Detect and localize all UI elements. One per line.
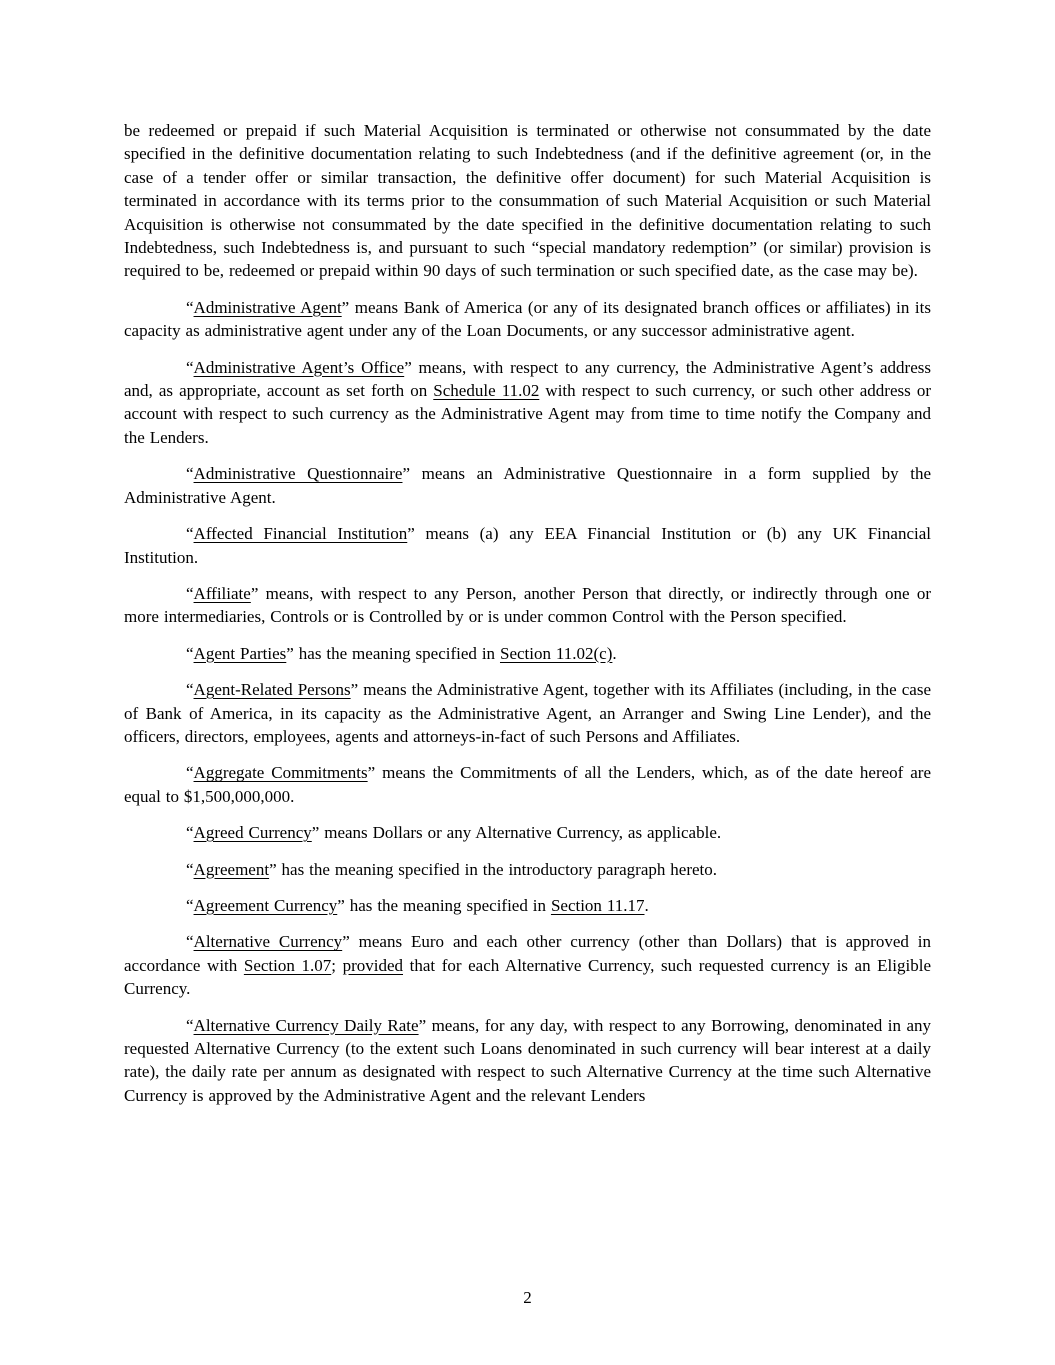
text-run: “ [186, 297, 194, 317]
text-run: “ [186, 464, 194, 484]
defined-term: Agreement Currency [193, 895, 338, 915]
paragraph [124, 1014, 931, 1108]
text-run: be redeemed or prepaid if such Material Acquisition is terminated or otherwise not consummated by the date specified in the definitive documentation relating to such Indebtedness (and if the definitive agreement (or, in the case of a tender offer or similar transaction, the definitive offer document) for such Material Acquisition is terminated in accordance with its terms prior to the consummation of such Material Acquisition or such Material Acquisition is otherwise not consummated by the date specified in the definitive documentation relating to such Indebtedness, such Indebtedness is, and pursuant to such “special mandatory redemption” (or similar) provision is required to be, redeemed or prepaid within 90 days of such termination or such specified date, as the case may be). [124, 121, 931, 281]
defined-term: Aggregate Commitments [193, 763, 368, 783]
defined-term: Administrative Agent [193, 297, 342, 317]
text-run: with respect to such currency, or such other address or account with respect to such currency as the Administrative Agent may from time to time notify the Company and the Lenders. [124, 381, 931, 447]
paragraph [124, 678, 931, 748]
paragraph [124, 582, 931, 629]
page-number: 2 [523, 1288, 532, 1307]
text-run: “ [186, 1015, 194, 1035]
paragraph [124, 930, 931, 1000]
text-run: . [644, 895, 649, 915]
text-run: “ [186, 932, 194, 952]
paragraph [124, 119, 931, 283]
text-run: ” means, with respect to any Person, another Person that directly, or indirectly through one or more intermediaries, Controls or is Controlled by or is under common Control with the Person specified. [124, 583, 931, 627]
defined-term: Alternative Currency Daily Rate [193, 1015, 419, 1035]
text-run: ” has the meaning specified in [337, 895, 551, 915]
text-run: ” means Euro and each other currency (other than Dollars) that is approved in accordance with [124, 932, 931, 975]
paragraph [124, 462, 931, 509]
text-run: “ [186, 763, 194, 783]
defined-term: Administrative Agent’s Office [193, 357, 405, 377]
defined-term: Administrative Questionnaire [193, 464, 403, 484]
text-run: ; [331, 955, 343, 975]
paragraph [124, 642, 931, 665]
text-run: ” means Dollars or any Alternative Currency, as applicable. [311, 823, 722, 843]
page-footer [0, 1286, 1055, 1309]
text-run: ” means, for any day, with respect to any Borrowing, denominated in any requested Alternative Currency (to the extent such Loans denominated in such currency will bear interest at a daily rate), the daily rate per annum as designated with respect to such Alternative Currency at the time such Alternative Currency is approved by the Administrative Agent and the relevant Lenders [124, 1015, 931, 1105]
text-run: ” has the meaning specified in [286, 643, 500, 663]
defined-term: Agent Parties [193, 643, 287, 663]
paragraph [124, 296, 931, 343]
paragraph [124, 894, 931, 917]
defined-term: Section 11.02(c) [499, 643, 613, 663]
text-run: “ [186, 357, 194, 377]
defined-term: Alternative Currency [193, 932, 343, 952]
text-run: ” has the meaning specified in the introductory paragraph hereto. [269, 859, 718, 879]
text-run: ” means Bank of America (or any of its designated branch offices or affiliates) in its capacity as administrative agent under any of the Loan Documents, or any successor administrative agent. [124, 297, 931, 341]
paragraph [124, 858, 931, 881]
defined-term: Agreement [193, 859, 270, 879]
paragraph [124, 522, 931, 569]
defined-term: Agreed Currency [193, 823, 312, 843]
paragraph [124, 761, 931, 808]
text-run: “ [186, 823, 194, 843]
defined-term: Section 11.17 [550, 895, 645, 915]
defined-term: Affected Financial Institution [193, 524, 408, 544]
document-body [124, 119, 931, 1107]
text-run: ” means, with respect to any currency, the Administrative Agent’s address and, as appropriate, account as set forth on [124, 357, 931, 401]
text-run: . [612, 643, 617, 663]
text-run: “ [186, 643, 194, 663]
text-run: ” means the Commitments of all the Lenders, which, as of the date hereof are equal to $1,500,000,000. [124, 763, 931, 806]
text-run: “ [186, 524, 194, 544]
paragraph [124, 356, 931, 450]
text-run: that for each Alternative Currency, such requested currency is an Eligible Currency. [124, 955, 931, 999]
text-run: “ [186, 583, 194, 603]
defined-term: Schedule 11.02 [433, 381, 540, 401]
paragraph [124, 821, 931, 844]
text-run: “ [186, 680, 194, 700]
defined-term: Agent-Related Persons [193, 680, 351, 700]
text-run: “ [186, 895, 194, 915]
text-run: ” means an Administrative Questionnaire in a form supplied by the Administrative Agent. [124, 464, 931, 507]
text-run: ” means the Administrative Agent, together with its Affiliates (including, in the case of Bank of America, in its capacity as the Administrative Agent, an Arranger and Swing Line Lender), and the officers, directors, employees, agents and attorneys-in-fact of such Persons and Affiliates. [124, 680, 931, 746]
defined-term: Affiliate [193, 583, 251, 603]
defined-term: Section 1.07 [243, 955, 332, 975]
text-run: ” means (a) any EEA Financial Institution or (b) any UK Financial Institution. [124, 524, 931, 567]
text-run: “ [186, 859, 194, 879]
defined-term: provided [342, 955, 403, 975]
